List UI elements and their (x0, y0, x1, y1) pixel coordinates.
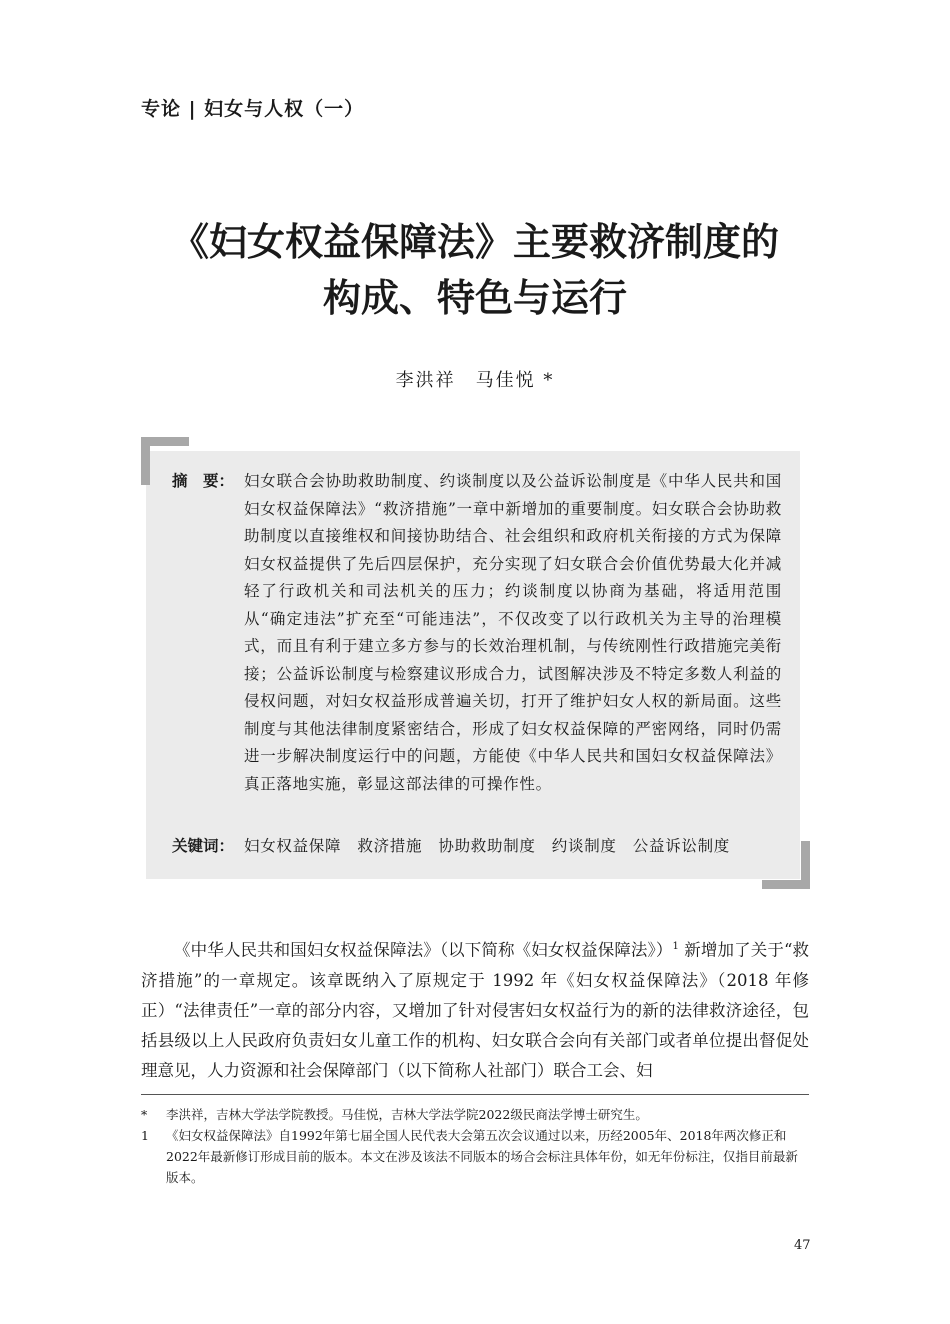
keywords-text: 妇女权益保障 救济措施 协助救助制度 约谈制度 公益诉讼制度 (244, 837, 731, 855)
body-paragraph (141, 932, 809, 1086)
title-line-1: 《妇女权益保障法》主要救济制度的 (170, 220, 779, 264)
abstract-text: 妇女联合会协助救助制度、约谈制度以及公益诉讼制度是《中华人民共和国妇女权益保障法》“救济措施”一章中新增加的重要制度。妇女联合会协助救助制度以直接维权和间接协助结合、社会组织和政府机关衔接的方式为保障妇女权益提供了先后四层保护，充分实现了妇女联合会价值优势最大化并减轻了行政机关和司法机关的压力；约谈制度以协商为基础，将适用范围从“确定违法”扩充至“可能违法”，不仅改变了以行政机关为主导的治理模式，而且有利于建立多方参与的长效治理机制，与传统刚性行政措施完美衔接；公益诉讼制度与检察建议形成合力，试图解决涉及不特定多数人利益的侵权问题，对妇女权益形成普遍关切，打开了维护妇女人权的新局面。这些制度与其他法律制度紧密结合，形成了妇女权益保障的严密网络，同时仍需进一步解决制度运行中的问题，方能使《中华人民共和国妇女权益保障法》真正落地实施，彰显这部法律的可操作性。 (244, 472, 782, 793)
section-tag: 专论 | 妇女与人权（一） (141, 98, 365, 120)
footnote-mark: * (141, 1107, 148, 1122)
bracket-top-left-v (141, 437, 150, 485)
body-text (141, 932, 809, 1086)
footnote-1 (141, 1125, 809, 1188)
keywords-label: 关键词： (172, 837, 235, 855)
footnote-author (141, 1104, 809, 1125)
footnote-ref: 1 (672, 941, 679, 952)
body-para-rest: 新增加了关于“救济措施”的一章规定。该章既纳入了原规定于 1992 年《妇女权益保障法》（2018 年修正）“法律责任”一章的部分内容，又增加了针对侵害妇女权益行为的新的法律救济途径，包括县级以上人民政府负责妇女儿童工作的机构、妇女联合会向有关部门或者单位提出督促处理意见，人力资源和社会保障部门（以下简称人社部门）联合工会、妇 (141, 940, 809, 1080)
footnote-text: 李洪祥，吉林大学法学院教授。马佳悦，吉林大学法学院2022级民商法学博士研究生。 (166, 1107, 648, 1122)
bracket-bottom-right-v (801, 841, 810, 889)
page-number: 47 (794, 1238, 811, 1253)
footnotes (141, 1104, 809, 1188)
authors: 李洪祥 马佳悦 * (395, 370, 555, 391)
footnote-text: 《妇女权益保障法》自1992年第七届全国人民代表大会第五次会议通过以来，历经2005年、2018年两次修正和2022年最新修订形成目前的版本。本文在涉及该法不同版本的场合会标注具体年份，如无年份标注，仅指目前最新版本。 (166, 1128, 798, 1185)
keywords (172, 833, 782, 861)
abstract-label: 摘 要： (172, 472, 235, 490)
body-para-start: 《中华人民共和国妇女权益保障法》（以下简称《妇女权益保障法》） (174, 940, 673, 960)
abstract (172, 468, 782, 798)
title-line-2: 构成、特色与运行 (322, 276, 627, 320)
footnote-separator (141, 1094, 809, 1095)
footnote-mark: 1 (141, 1128, 149, 1143)
article-title (0, 214, 950, 326)
